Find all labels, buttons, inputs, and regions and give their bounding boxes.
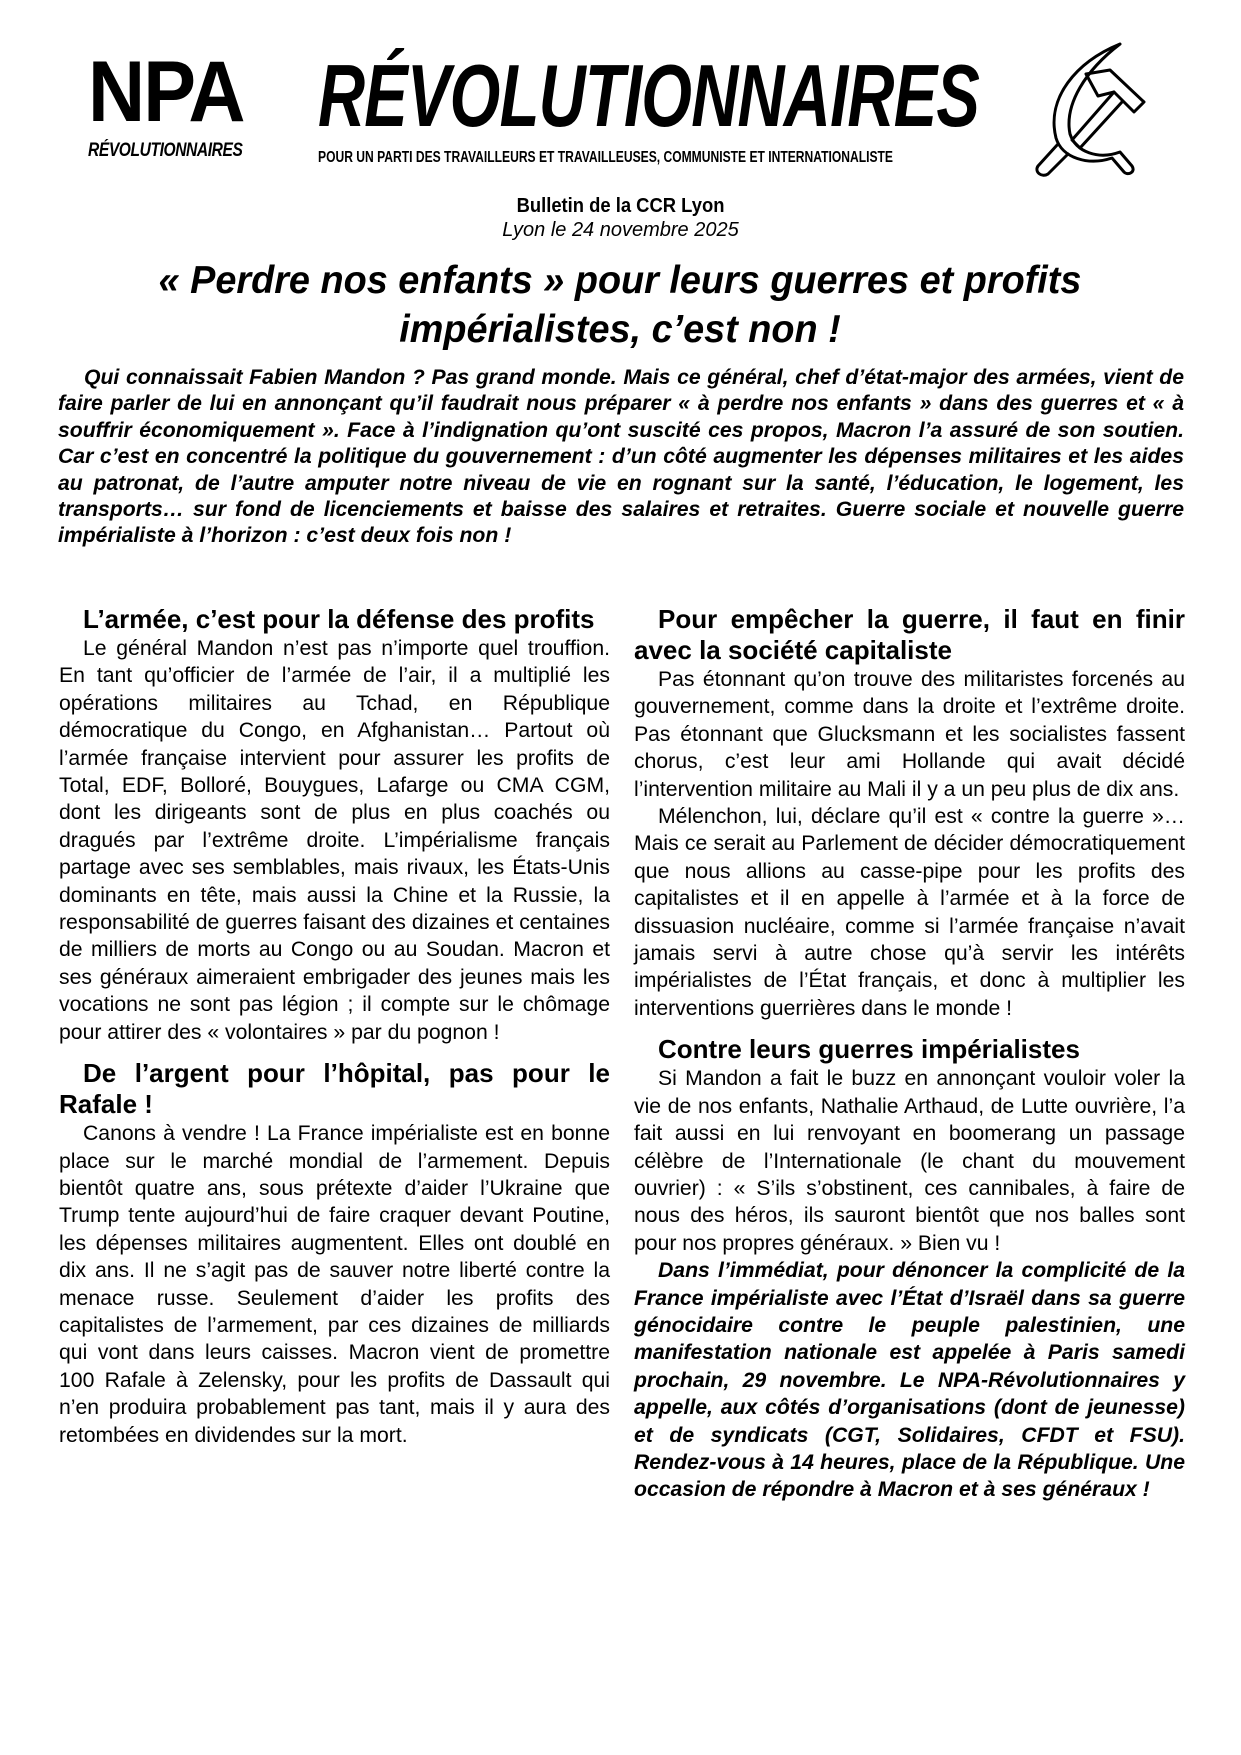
section-paragraph: Canons à vendre ! La France impérialiste est en bonne place sur le marché mondial de l’armement. Depuis bientôt quatre ans, sous prétexte d’aider l’Ukraine que Trump tente aujourd’hui de faire craquer devant Poutine, les dépenses militaires augmentent. Elles ont doublé en dix ans. Il ne s’agit pas de sauver notre liberté contre la menace russe. Seulement d’aider les profits des capitalistes de l’armement, par ces dizaines de milliards qui vont dans leurs caisses. Macron vient de promettre 100 Rafale à Zelensky, pour les profits de Dassault qui n’en produira probablement pas tant, mais il y aura des retombées en dividendes sur la mort. (59, 1122, 610, 1447)
section-paragraph: Mélenchon, lui, déclare qu’il est « contre la guerre »… Mais ce serait au Parlement de décider démocratiquement que nous allions au casse-pipe pour les profits des capitalistes et il en appelle à l’armée et à la force de dissuasion nucléaire, comme si l’armée française n’avait jamais servi à autre chose qu’à servir les intérêts impérialistes de l’État français, et donc à multiplier les interventions guerrières dans le monde ! (634, 805, 1185, 1020)
publication-title-block (318, 46, 980, 167)
headline: « Perdre nos enfants » pour leurs guerres et profits impérialistes, c’est non ! (158, 259, 1082, 351)
section-heading-hospital-rafale: De l’argent pour l’hôpital, pas pour le Rafale ! (59, 1058, 610, 1120)
right-column (634, 604, 1185, 1504)
intro-paragraph: Qui connaissait Fabien Mandon ? Pas grand monde. Mais ce général, chef d’état-major des armées, vient de faire parler de lui en annonçant qu’il faudrait nous préparer « à perdre nos enfants » dans des guerres et « à souffrir économiquement ». Face à l’indignation qu’ont suscité ces propos, Macron l’a assuré de son soutien. Car c’est en concentré la politique du gouvernement : d’un côté augmenter les dépenses militaires et les aides au patronat, de l’autre amputer notre niveau de vie en rognant sur la santé, l’éducation, le logement, les transports… sur fond de licenciements et baisse des salaires et retraites. Guerre sociale et nouvelle guerre impérialiste à l’horizon : c’est deux fois non ! (58, 366, 1184, 548)
hammer-and-sickle-icon (1028, 40, 1148, 180)
npa-logo-subtitle: RÉVOLUTIONNAIRES (88, 140, 243, 161)
section-paragraph: Le général Mandon n’est pas n’importe quel trouffion. En tant qu’officier de l’armée de l’air, il a multiplié les opérations militaires au Tchad, en République démocratique du Congo, en Afghanistan… Partout où l’armée française intervient pour assurer les profits de Total, EDF, Bolloré, Bouygues, Lafarge ou CMA CGM, dont les dirigeants sont de plus en plus coachés ou dragués par l’extrême droite. L’impérialisme français partage avec ses semblables, mais rivaux, les États-Unis dominants en tête, mais aussi la Chine et la Russie, la responsabilité de guerres faisant des dizaines et centaines de milliers de morts au Congo ou au Soudan. Macron et ses généraux aimeraient embrigader des jeunes mais les vocations ne sont pas légion ; il compte sur le chômage pour attirer des « volontaires » par du pognon ! (59, 637, 610, 1044)
section-heading-prevent-war: Pour empêcher la guerre, il faut en finir avec la société capitaliste (634, 604, 1185, 665)
publication-tagline: POUR UN PARTI DES TRAVAILLEURS ET TRAVAILLEUSES, COMMUNISTE ET INTERNATIONALISTE (318, 149, 893, 166)
left-column (59, 604, 610, 1449)
demonstration-callout: Dans l’immédiat, pour dénoncer la complicité de la France impérialiste avec l’État d’Israël dans sa guerre génocidaire contre le peuple palestinien, une manifestation nationale est appelée à Paris samedi prochain, 29 novembre. Le NPA-Révolutionnaires y appelle, aux côtés d’organisations (dont de jeunesse) et de syndicats (CGT, Solidaires, CFDT et FSU). Rendez-vous à 14 heures, place de la République. Une occasion de répondre à Macron et à ses généraux ! (634, 1259, 1185, 1502)
section-paragraph: Si Mandon a fait le buzz en annonçant vouloir voler la vie de nos enfants, Nathalie Arthaud, de Lutte ouvrière, l’a fait aussi en lui renvoyant en boomerang un passage célèbre de l’Internationale (le chant du mouvement ouvrier) : « S’ils s’obstinent, ces cannibales, à faire de nous des héros, ils sauront bientôt que nos balles sont pour nos propres généraux. » Bien vu ! (634, 1067, 1185, 1255)
section-heading-army-profits: L’armée, c’est pour la défense des profits (83, 604, 595, 634)
dateline: Lyon le 24 novembre 2025 (502, 219, 739, 241)
masthead (0, 0, 1241, 190)
section-paragraph: Pas étonnant qu’on trouve des militaristes forcenés au gouvernement, comme dans la droite et l’extrême droite. Pas étonnant que Glucksmann et les socialistes fassent chorus, c’est leur ami Hollande qui avait décidé l’intervention militaire au Mali il y a un peu plus de dix ans. (634, 668, 1185, 801)
section-heading-against-wars: Contre leurs guerres impérialistes (658, 1034, 1080, 1065)
npa-logo (88, 44, 268, 162)
bulletin-name: Bulletin de la CCR Lyon (516, 195, 725, 217)
publication-title: RÉVOLUTIONNAIRES (318, 46, 980, 145)
npa-logo-text: NPA (88, 44, 244, 140)
